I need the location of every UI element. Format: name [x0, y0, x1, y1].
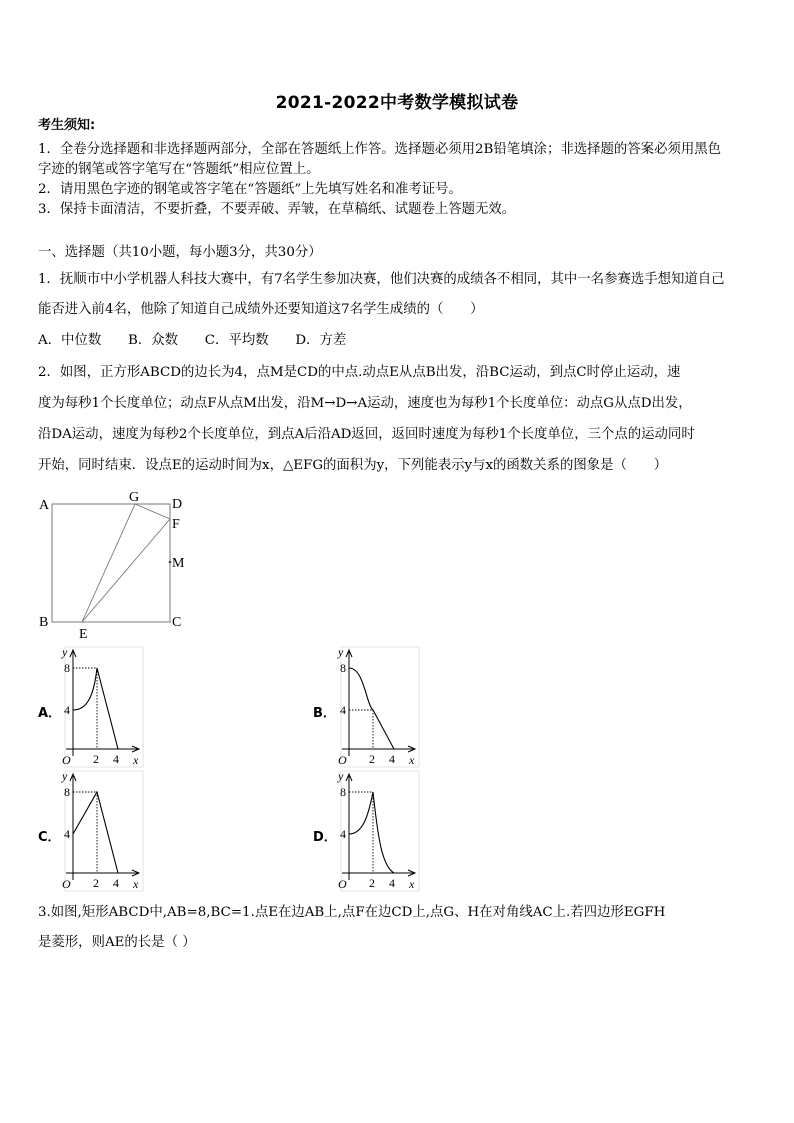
- square-figure: [30, 485, 200, 645]
- question-3-line: 是菱形，则AE的长是（ ）: [38, 935, 196, 950]
- origin-label: O: [62, 877, 71, 891]
- x-axis-label: x: [409, 877, 415, 891]
- tick-x4: 4: [113, 752, 119, 766]
- point-m: [169, 561, 172, 564]
- graph-option-a: [58, 644, 148, 770]
- question-1-line: 能否进入前4名，他除了知道自己成绩外还要知道这7名学生成绩的（ ）: [38, 302, 484, 317]
- question-2-line: 沿DA运动，速度为每秒2个长度单位，到点A后沿AD返回，返回时速度为每秒1个长度单位，三个点的运动同时: [38, 427, 695, 442]
- option-a-label: A．: [38, 706, 62, 721]
- tick-2: 2: [369, 876, 375, 890]
- origin-label: O: [62, 753, 71, 767]
- section-heading: 一、选择题（共10小题，每小题3分，共30分）: [38, 245, 322, 260]
- notice-line: 2．请用黑色字迹的钢笔或答字笔在“答题纸”上先填写姓名和准考证号。: [38, 182, 462, 197]
- tick-4: 4: [64, 827, 70, 841]
- label-a: A: [39, 498, 50, 513]
- question-1-options: A．中位数 B．众数 C．平均数 D．方差: [38, 333, 347, 348]
- segment-eg: [82, 504, 135, 622]
- label-m: M: [172, 556, 185, 571]
- tick-8: 8: [64, 785, 70, 799]
- origin-label: O: [338, 753, 347, 767]
- function-curve: [349, 668, 394, 749]
- function-curve: [73, 668, 118, 749]
- tick-8: 8: [64, 661, 70, 675]
- notice-line: 字迹的钢笔或答字笔写在“答题纸”相应位置上。: [38, 162, 320, 177]
- tick-x4: 4: [389, 876, 395, 890]
- x-axis-label: x: [133, 753, 139, 767]
- segment-gf: [135, 504, 170, 519]
- y-axis-label: y: [338, 645, 344, 659]
- tick-8: 8: [340, 661, 346, 675]
- label-f: F: [172, 517, 180, 532]
- label-b: B: [39, 615, 49, 630]
- origin-label: O: [338, 877, 347, 891]
- y-axis-label: y: [338, 769, 344, 783]
- graph-option-c: [58, 768, 148, 894]
- tick-8: 8: [340, 785, 346, 799]
- tick-4: 4: [64, 703, 70, 717]
- question-2-line: 开始，同时结束．设点E的运动时间为x，△EFG的面积为y，下列能表示y与x的函数关系的图象是（ ）: [38, 458, 668, 473]
- label-e: E: [79, 627, 88, 642]
- option-d-label: D．: [313, 830, 337, 845]
- page-title: 2021-2022中考数学模拟试卷: [275, 93, 519, 113]
- option-c-label: C．: [38, 830, 61, 845]
- question-2-line: 度为每秒1个长度单位；动点F从点M出发，沿M→D→A运动，速度也为每秒1个长度单位：动点G从点D出发，: [38, 396, 692, 411]
- x-axis-label: x: [133, 877, 139, 891]
- tick-2: 2: [93, 752, 99, 766]
- graph-option-b: [334, 644, 424, 770]
- y-axis-label: y: [62, 645, 68, 659]
- x-axis-label: x: [409, 753, 415, 767]
- tick-2: 2: [369, 752, 375, 766]
- tick-4: 4: [340, 703, 346, 717]
- option-b-label: B．: [313, 706, 336, 721]
- question-1-line: 1．抚顺市中小学机器人科技大赛中，有7名学生参加决赛，他们决赛的成绩各不相同，其中一名参赛选手想知道自己: [38, 272, 725, 287]
- square-abcd: [52, 504, 170, 622]
- notice-heading: 考生须知:: [38, 118, 96, 133]
- question-2-line: 2．如图，正方形ABCD的边长为4，点M是CD的中点.动点E从点B出发，沿BC运动，到点C时停止运动，速: [38, 365, 681, 380]
- function-curve: [73, 792, 118, 873]
- tick-4: 4: [340, 827, 346, 841]
- notice-line: 3．保持卡面清洁，不要折叠，不要弄破、弄皱，在草稿纸、试题卷上答题无效。: [38, 202, 516, 217]
- notice-line: 1．全卷分选择题和非选择题两部分，全部在答题纸上作答。选择题必须用2B铅笔填涂；非选择题的答案必须用黑色: [38, 142, 722, 157]
- label-d: D: [172, 497, 183, 512]
- label-c: C: [172, 615, 182, 630]
- tick-x4: 4: [389, 752, 395, 766]
- segment-ef: [82, 519, 170, 622]
- label-g: G: [129, 490, 140, 505]
- y-axis-label: y: [62, 769, 68, 783]
- function-curve: [349, 792, 394, 873]
- tick-2: 2: [93, 876, 99, 890]
- tick-x4: 4: [113, 876, 119, 890]
- graph-option-d: [334, 768, 424, 894]
- question-3-line: 3.如图,矩形ABCD中,AB=8,BC=1.点E在边AB上,点F在边CD上,点G、H在对角线AC上.若四边形EGFH: [38, 905, 666, 920]
